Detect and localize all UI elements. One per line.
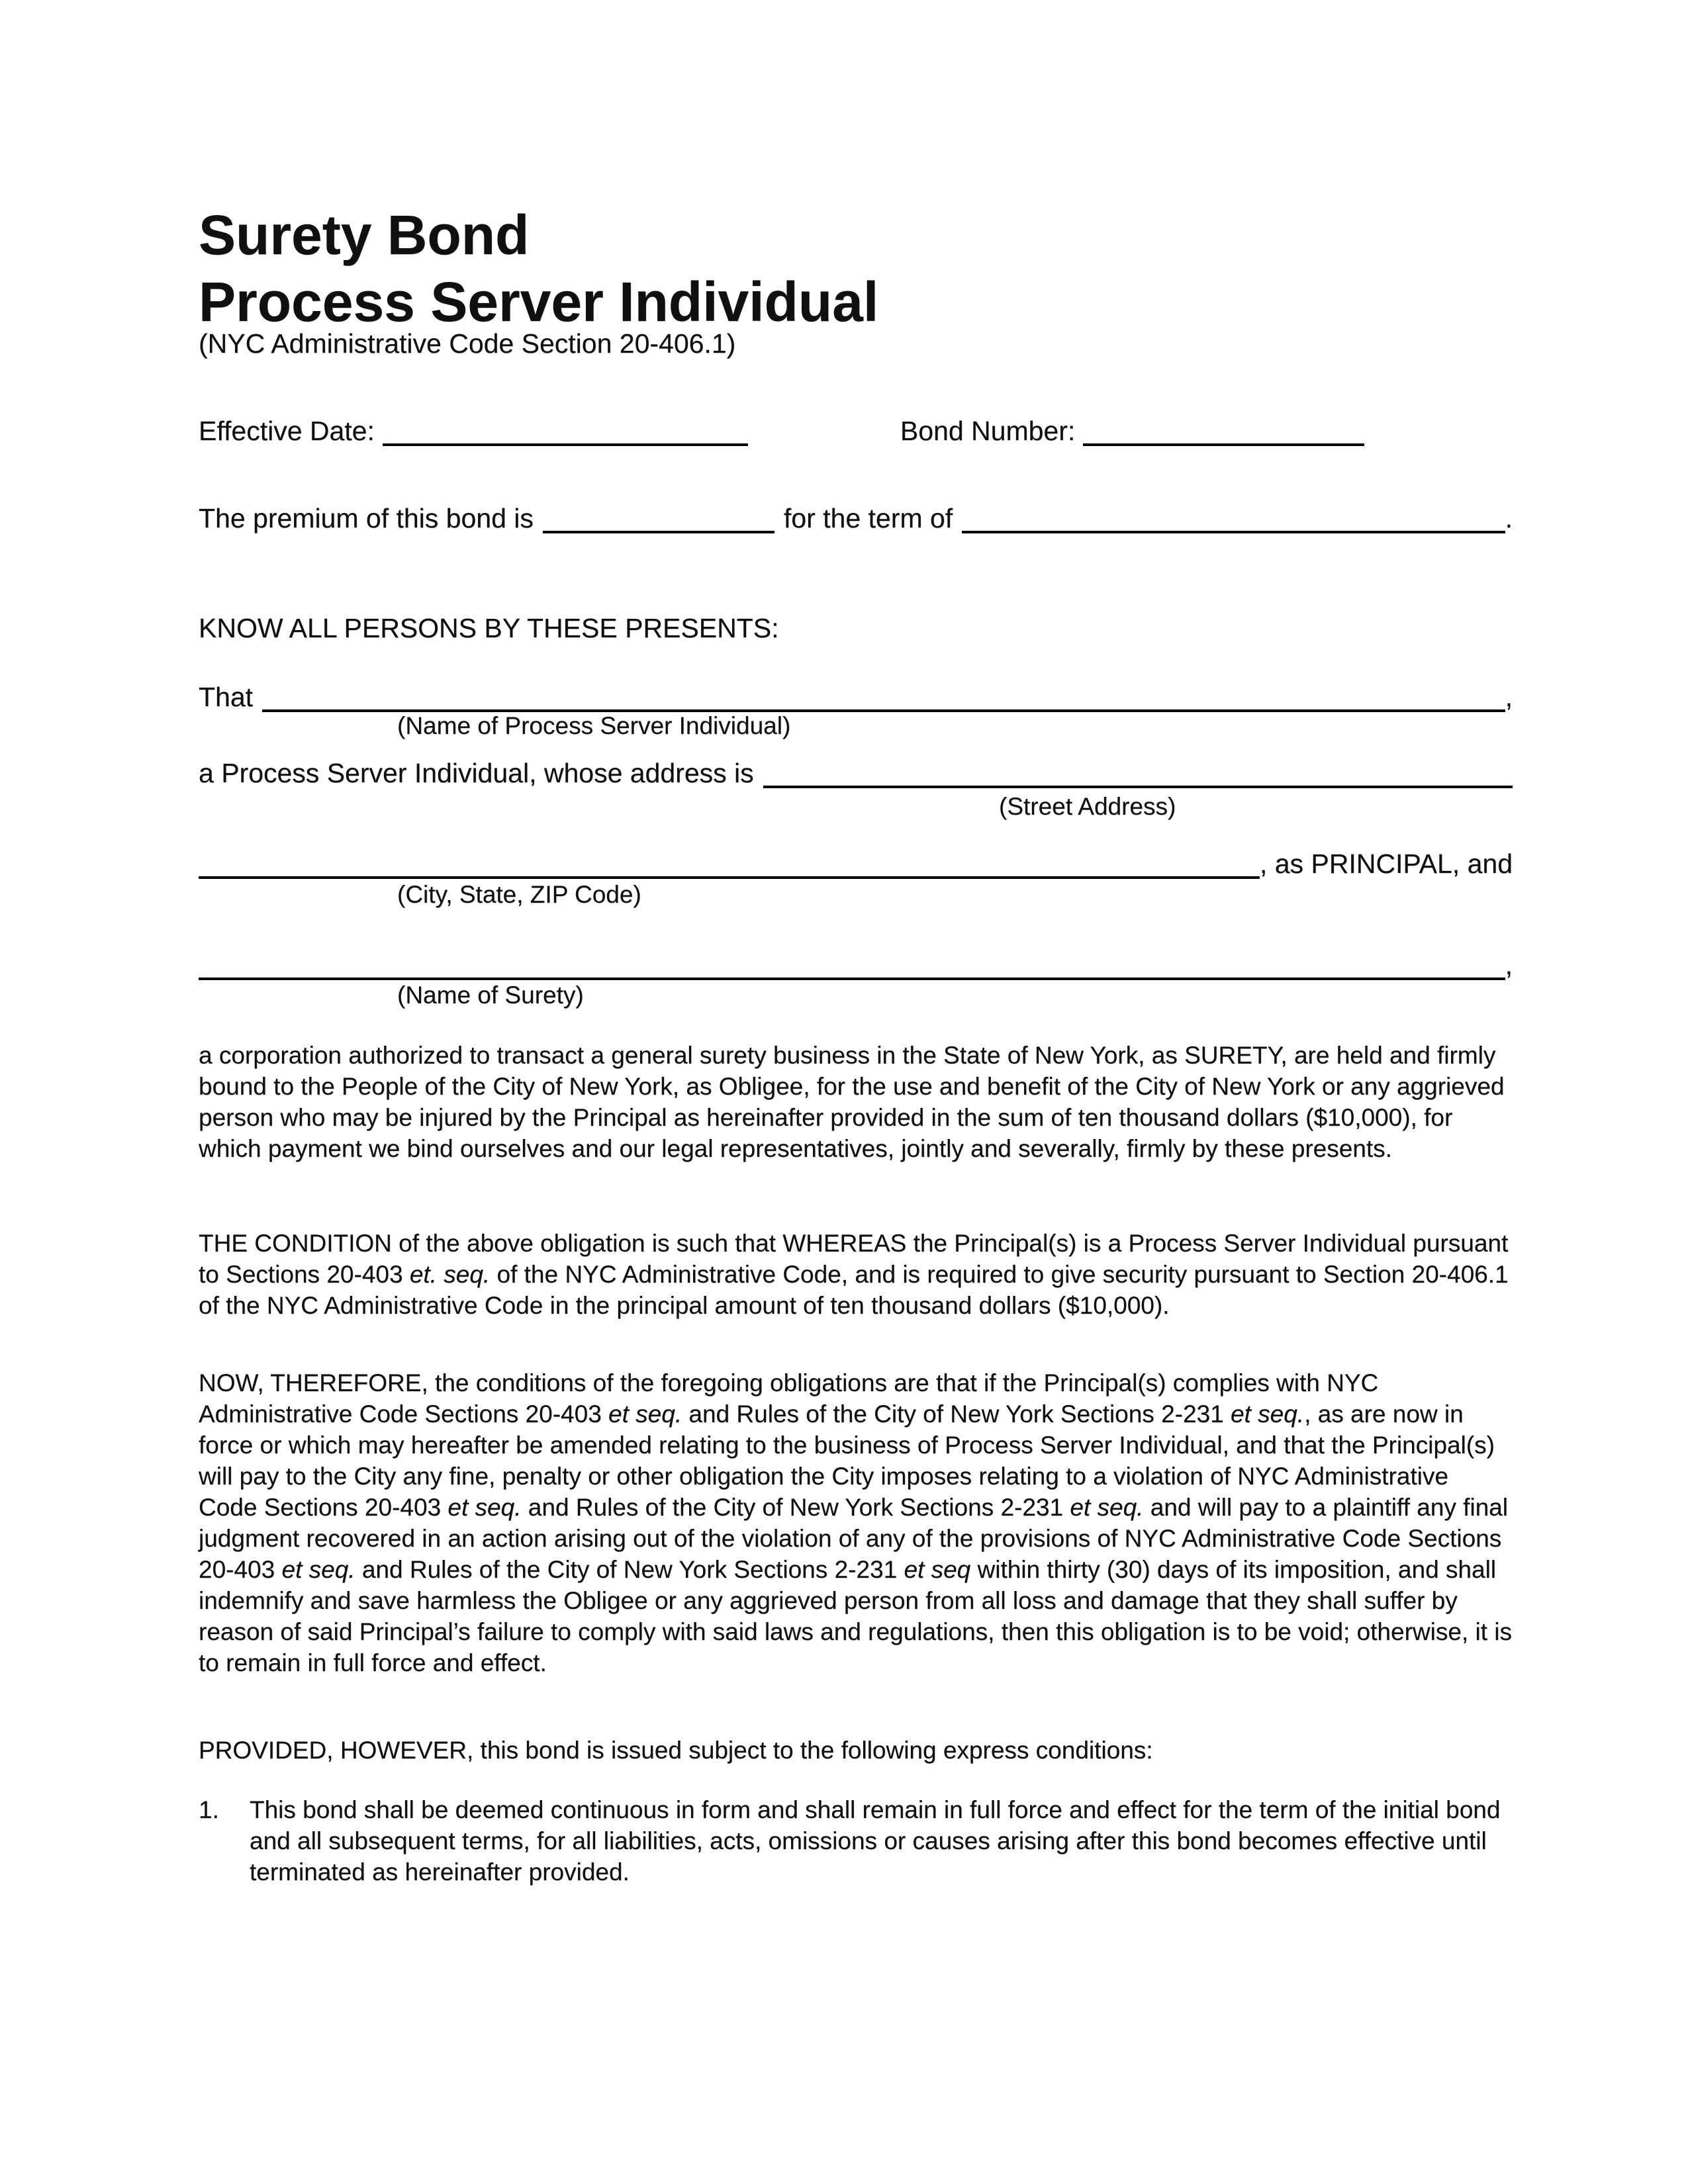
paragraph-condition: THE CONDITION of the above obligation is such that WHEREAS the Principal(s) is a Process Server Individual pursuant to Sections 20-403 et. seq. of the NYC Administrative Code, and is required to give security pursuant to Section 20-406.1 of the NYC Administrative Code in the principal amount of ten thousand dollars ($10,000).	[199, 1230, 1509, 1319]
condition-item-1	[199, 1794, 1513, 1888]
effective-date-bond-number-row	[199, 414, 1513, 447]
paragraph-corporation: a corporation authorized to transact a general surety business in the State of New York, as SURETY, are held and firmly bound to the People of the City of New York, as Obligee, for the use and benefit of the City of New York or any aggrieved person who may be injured by the Principal as hereinafter provided in the sum of ten thousand dollars ($10,000), for which payment we bind ourselves and our legal representatives, jointly and severally, firmly by these presents.	[199, 1042, 1505, 1162]
document-title	[199, 202, 1513, 336]
surety-name-caption: (Name of Surety)	[397, 981, 584, 1009]
street-address-field[interactable]	[763, 761, 1513, 788]
document-subtitle: (NYC Administrative Code Section 20-406.1)	[199, 328, 736, 359]
city-state-zip-caption: (City, State, ZIP Code)	[397, 881, 641, 908]
premium-term-row	[199, 502, 1513, 535]
term-label: for the term of	[783, 503, 953, 533]
title-line-2: Process Server Individual	[199, 271, 879, 333]
paragraph-now-therefore: NOW, THEREFORE, the conditions of the foregoing obligations are that if the Principal(s) complies with NYC Administrative Code Sections 20-403 et seq. and Rules of the City of New York Sections 2-231 et seq., as are now in force or which may hereafter be amended relating to the business of Process Server Individual, and that the Principal(s) will pay to the City any fine, penalty or other obligation the City imposes relating to a violation of NYC Administrative Code Sections 20-403 et seq. and Rules of the City of New York Sections 2-231 et seq. and will pay to a plaintiff any final judgment recovered in an action arising out of the violation of any of the provisions of NYC Administrative Code Sections 20-403 et seq. and Rules of the City of New York Sections 2-231 et seq within thirty (30) days of its imposition, and shall indemnify and save harmless the Obligee or any aggrieved person from all loss and damage that they shall suffer by reason of said Principal’s failure to comply with said laws and regulations, then this obligation is to be void; otherwise, it is to remain in full force and effect.	[199, 1369, 1512, 1676]
premium-amount-field[interactable]	[543, 506, 774, 533]
term-field[interactable]	[962, 506, 1505, 533]
effective-date-label: Effective Date:	[199, 416, 375, 446]
surety-comma: ,	[1505, 950, 1513, 980]
principal-name-caption: (Name of Process Server Individual)	[397, 712, 791, 739]
bond-number-field[interactable]	[1083, 419, 1364, 446]
address-row	[199, 756, 1513, 790]
street-address-caption: (Street Address)	[999, 793, 1176, 820]
title-line-1: Surety Bond	[199, 204, 530, 266]
know-all-heading: KNOW ALL PERSONS BY THESE PRESENTS:	[199, 613, 779, 643]
effective-date-field[interactable]	[383, 419, 748, 446]
that-label: That	[199, 682, 254, 712]
principal-suffix-text: , as PRINCIPAL, and	[1259, 848, 1513, 879]
city-state-zip-field[interactable]	[199, 852, 1260, 879]
condition-1-number: 1.	[199, 1796, 219, 1823]
surety-row	[199, 948, 1513, 981]
paragraph-provided: PROVIDED, HOWEVER, this bond is issued subject to the following express conditions:	[199, 1737, 1153, 1764]
bond-number-label: Bond Number:	[900, 416, 1076, 446]
principal-row	[199, 847, 1513, 880]
condition-1-text: This bond shall be deemed continuous in form and shall remain in full force and effect for the term of the initial bond and all subsequent terms, for all liabilities, acts, omissions or causes arising after this bond becomes effective until terminated as hereinafter provided.	[250, 1796, 1501, 1886]
premium-label: The premium of this bond is	[199, 503, 534, 533]
that-comma: ,	[1505, 682, 1513, 712]
that-principal-row	[199, 680, 1513, 713]
surety-name-field[interactable]	[199, 953, 1505, 980]
premium-sentence-period: .	[1505, 503, 1513, 533]
address-label: a Process Server Individual, whose address is	[199, 758, 754, 788]
principal-name-field[interactable]	[262, 685, 1505, 712]
